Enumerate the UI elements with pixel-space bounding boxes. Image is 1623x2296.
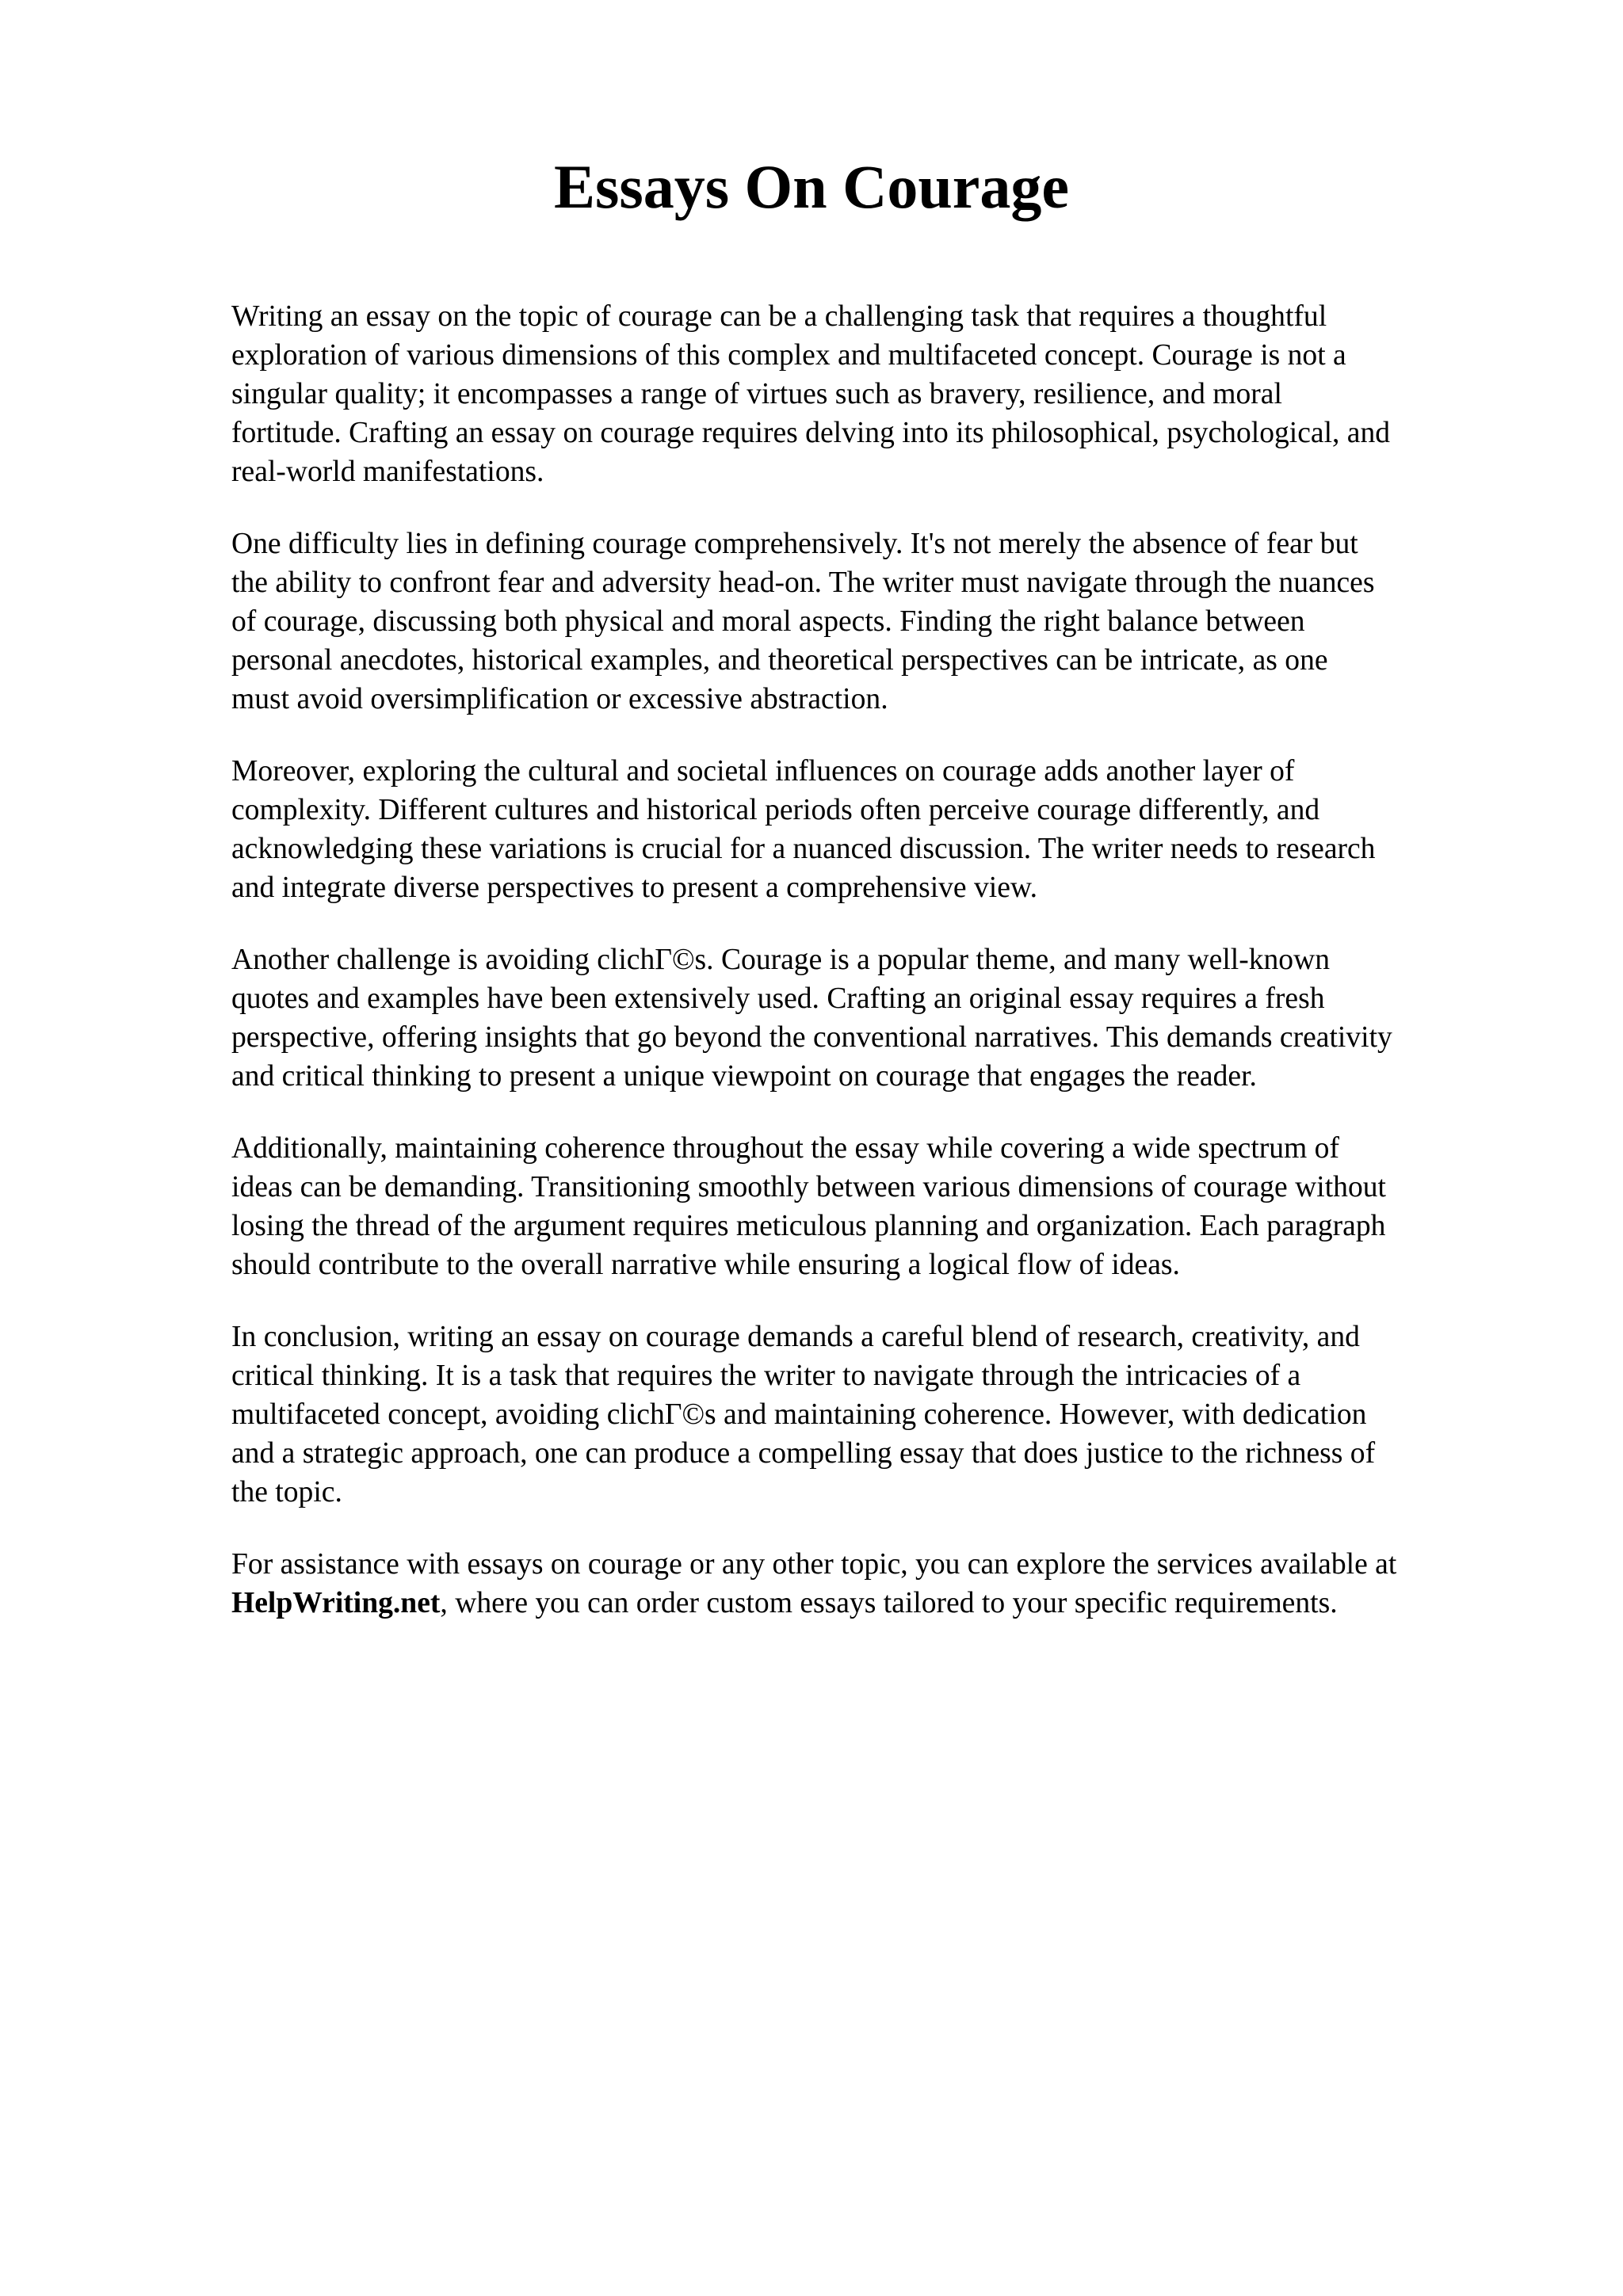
- text-line: of courage, discussing both physical and moral aspects. Finding the right balance between: [231, 605, 1305, 638]
- text-line: Another challenge is avoiding clichΓ©s. Courage is a popular theme, and many well-known: [231, 944, 1331, 976]
- text-line: For assistance with essays on courage or any other topic, you can explore the services available at: [231, 1548, 1397, 1581]
- text-line: fortitude. Crafting an essay on courage requires delving into its philosophical, psychological, and: [231, 417, 1391, 449]
- text-line: losing the thread of the argument requires meticulous planning and organization. Each paragraph: [231, 1210, 1386, 1242]
- text-line: personal anecdotes, historical examples, and theoretical perspectives can be intricate, as one: [231, 644, 1328, 677]
- paragraph-definition: [231, 524, 1531, 719]
- text-line: critical thinking. It is a task that requires the writer to navigate through the intricacies of a: [231, 1360, 1301, 1392]
- text-line: exploration of various dimensions of this complex and multifaceted concept. Courage is not a: [231, 339, 1346, 372]
- text-line: quotes and examples have been extensively used. Crafting an original essay requires a fresh: [231, 982, 1325, 1015]
- paragraph-cliches: [231, 940, 1531, 1096]
- text-line: Moreover, exploring the cultural and societal influences on courage adds another layer of: [231, 755, 1295, 788]
- text-line: One difficulty lies in defining courage comprehensively. It's not merely the absence of fear but: [231, 528, 1358, 560]
- text-line: In conclusion, writing an essay on courage demands a careful blend of research, creativity, and: [231, 1321, 1360, 1353]
- text-line: acknowledging these variations is crucial for a nuanced discussion. The writer needs to research: [231, 833, 1376, 865]
- text-line: ideas can be demanding. Transitioning smoothly between various dimensions of courage without: [231, 1171, 1386, 1203]
- brand-name: HelpWriting.net: [231, 1587, 441, 1619]
- paragraph-cultural: [231, 752, 1531, 907]
- text-line: complexity. Different cultures and historical periods often perceive courage differently, and: [231, 794, 1320, 826]
- text-line: perspective, offering insights that go beyond the conventional narratives. This demands creativity: [231, 1021, 1392, 1054]
- text-line: real-world manifestations.: [231, 456, 544, 488]
- text-line: should contribute to the overall narrative while ensuring a logical flow of ideas.: [231, 1249, 1180, 1281]
- text-line: and a strategic approach, one can produce a compelling essay that does justice to the richness of: [231, 1437, 1376, 1470]
- text-line: and critical thinking to present a unique viewpoint on courage that engages the reader.: [231, 1060, 1257, 1093]
- text-line: Writing an essay on the topic of courage can be a challenging task that requires a thoughtful: [231, 300, 1327, 333]
- text-line: Additionally, maintaining coherence throughout the essay while covering a wide spectrum of: [231, 1132, 1339, 1165]
- paragraph-conclusion: [231, 1318, 1531, 1512]
- document-title: Essays On Courage: [553, 152, 1070, 221]
- closing-text: , where you can order custom essays tailored to your specific requirements.: [440, 1587, 1338, 1619]
- paragraph-intro: [231, 297, 1531, 491]
- text-line: multifaceted concept, avoiding clichΓ©s and maintaining coherence. However, with dedication: [231, 1398, 1367, 1431]
- paragraph-closing: [231, 1545, 1531, 1623]
- document-body: [231, 297, 1531, 1656]
- text-line: the topic.: [231, 1476, 342, 1508]
- text-line: and integrate diverse perspectives to present a comprehensive view.: [231, 871, 1037, 904]
- text-line: [231, 1584, 1531, 1623]
- paragraph-coherence: [231, 1129, 1531, 1284]
- text-line: must avoid oversimplification or excessive abstraction.: [231, 683, 888, 715]
- text-line: the ability to confront fear and adversity head-on. The writer must navigate through the nuances: [231, 566, 1375, 599]
- text-line: singular quality; it encompasses a range of virtues such as bravery, resilience, and moral: [231, 378, 1282, 410]
